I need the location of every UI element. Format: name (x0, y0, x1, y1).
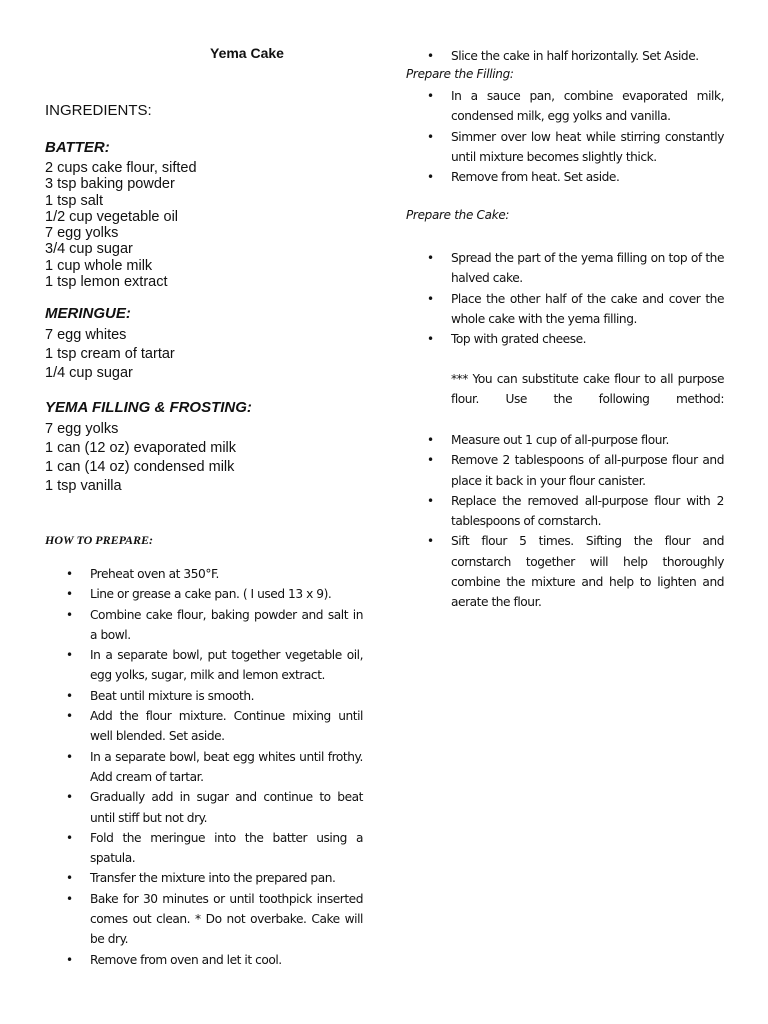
bullet-icon: • (427, 49, 434, 63)
step-text: Bake for 30 minutes or until toothpick inserted comes out clean. * Do not overbake. Cake will be dry. (90, 891, 363, 947)
batter-list (45, 160, 197, 290)
batter-section (45, 139, 197, 290)
meringue-list (45, 326, 175, 383)
list-item (45, 584, 363, 604)
bullet-icon: • (427, 453, 434, 468)
substitute-steps-list (406, 430, 724, 613)
prep-steps-list (45, 564, 363, 970)
list-item (45, 889, 363, 950)
step-text: Combine cake flour, baking powder and salt in a bowl. (90, 607, 363, 642)
step-text: Place the other half of the cake and cover the whole cake with the yema filling. (451, 291, 724, 326)
bullet-icon: • (66, 648, 73, 663)
list-item (406, 248, 724, 289)
bullet-icon: • (427, 89, 434, 103)
ingredient-item: 3/4 cup sugar (45, 241, 133, 258)
substitute-note: *** You can substitute cake flour to all purpose flour. Use the following method: (451, 372, 724, 407)
step-text: Measure out 1 cup of all-purpose flour. (451, 433, 669, 447)
list-item (45, 828, 363, 869)
step-text: Remove from heat. Set aside. (451, 170, 620, 185)
step-text: Gradually add in sugar and continue to beat until stiff but not dry. (90, 790, 363, 825)
list-item (45, 645, 363, 686)
step-text: Line or grease a cake pan. ( I used 13 x 9). (90, 587, 332, 602)
step-text: Spread the part of the yema filling on top of the halved cake. (451, 251, 724, 286)
bullet-icon: • (66, 830, 73, 845)
step-text: Fold the meringue into the batter using a spatula. (90, 830, 363, 866)
list-item (45, 868, 363, 888)
list-item (406, 127, 724, 168)
list-item (45, 605, 363, 646)
step-text: In a separate bowl, put together vegetable oil, egg yolks, sugar, milk and lemon extract. (90, 648, 363, 683)
step-text: Remove 2 tablespoons of all-purpose flour and place it back in your flour canister. (451, 453, 724, 488)
bullet-icon: • (427, 433, 434, 447)
list-item (45, 564, 363, 584)
step-text: Transfer the mixture into the prepared pan. (90, 871, 336, 886)
bullet-icon: • (66, 952, 73, 967)
list-item (406, 167, 724, 187)
prepare-filling-label: Prepare the Filling: (406, 67, 514, 81)
bullet-icon: • (66, 688, 73, 703)
step-text: In a separate bowl, beat egg whites until frothy. Add cream of tartar. (90, 749, 363, 784)
ingredient-item: 7 egg yolks (45, 225, 119, 242)
ingredient-item: 1 cup whole milk (45, 257, 153, 274)
bullet-icon: • (66, 790, 73, 805)
bullet-icon: • (427, 332, 434, 347)
step-text: Replace the removed all-purpose flour with 2 tablespoons of cornstarch. (451, 493, 724, 529)
bullet-icon: • (66, 709, 73, 724)
bullet-icon: • (66, 891, 73, 906)
list-item (406, 329, 724, 349)
step-text: Beat until mixture is smooth. (90, 688, 255, 703)
cake-steps-list (406, 248, 724, 349)
bullet-icon: • (66, 567, 73, 581)
filling-steps-list (406, 86, 724, 187)
list-item (406, 86, 724, 127)
list-item (406, 289, 724, 330)
list-item (45, 706, 363, 747)
list-item (45, 747, 363, 788)
step-text: Slice the cake in half horizontally. Set Aside. (451, 49, 699, 63)
batter-heading: BATTER: (45, 139, 110, 156)
yema-section (45, 399, 252, 496)
bullet-icon: • (66, 871, 73, 886)
step-text: Preheat oven at 350°F. (90, 567, 219, 581)
ingredient-item: 2 cups cake flour, sifted (45, 160, 197, 176)
yema-list (45, 420, 252, 496)
ingredient-item: 1/4 cup sugar (45, 365, 133, 381)
ingredient-item: 1/2 cup vegetable oil (45, 208, 179, 225)
ingredient-item: 1 can (14 oz) condensed milk (45, 459, 235, 475)
bullet-icon: • (66, 749, 73, 764)
bullet-icon: • (66, 607, 73, 622)
bullet-icon: • (427, 170, 434, 185)
meringue-section (45, 305, 175, 383)
list-item (406, 46, 724, 66)
step-text: Simmer over low heat while stirring constantly until mixture becomes slightly thick. (451, 129, 724, 164)
ingredient-item: 1 tsp lemon extract (45, 274, 168, 291)
ingredient-item: 1 tsp vanilla (45, 478, 122, 494)
list-item (45, 950, 363, 970)
meringue-heading: MERINGUE: (45, 305, 131, 322)
step-text: Sift flour 5 times. Sifting the flour and cornstarch together will help thoroughly combine the mixture and help to lighten and aerate the flour. (451, 534, 724, 610)
bullet-icon: • (427, 251, 434, 265)
list-item (45, 686, 363, 706)
yema-heading: YEMA FILLING & FROSTING: (45, 399, 252, 416)
prepare-cake-label: Prepare the Cake: (406, 208, 510, 222)
list-item (406, 430, 724, 450)
ingredient-item: 1 tsp cream of tartar (45, 346, 175, 362)
bullet-icon: • (427, 534, 434, 549)
bullet-icon: • (66, 587, 73, 602)
ingredient-item: 1 can (12 oz) evaporated milk (45, 440, 237, 456)
ingredient-item: 7 egg yolks (45, 421, 119, 437)
ingredient-item: 1 tsp salt (45, 192, 104, 209)
step-text: Add the flour mixture. Continue mixing until well blended. Set aside. (90, 709, 363, 744)
step-text: Top with grated cheese. (451, 332, 587, 347)
list-item (406, 450, 724, 491)
bullet-icon: • (427, 129, 434, 144)
bullet-icon: • (427, 291, 434, 306)
step-text: Remove from oven and let it cool. (90, 952, 282, 967)
list-item (406, 491, 724, 532)
step-text: In a sauce pan, combine evaporated milk, condensed milk, egg yolks and vanilla. (451, 89, 724, 124)
recipe-title: Yema Cake (210, 45, 284, 61)
ingredient-item: 3 tsp baking powder (45, 176, 175, 193)
ingredient-item: 7 egg whites (45, 327, 127, 343)
ingredients-label: INGREDIENTS: (45, 102, 152, 119)
list-item (45, 787, 363, 828)
how-to-prepare-label: HOW TO PREPARE: (45, 533, 154, 547)
slice-step-list (406, 46, 724, 66)
list-item (406, 531, 724, 612)
bullet-icon: • (427, 493, 434, 508)
